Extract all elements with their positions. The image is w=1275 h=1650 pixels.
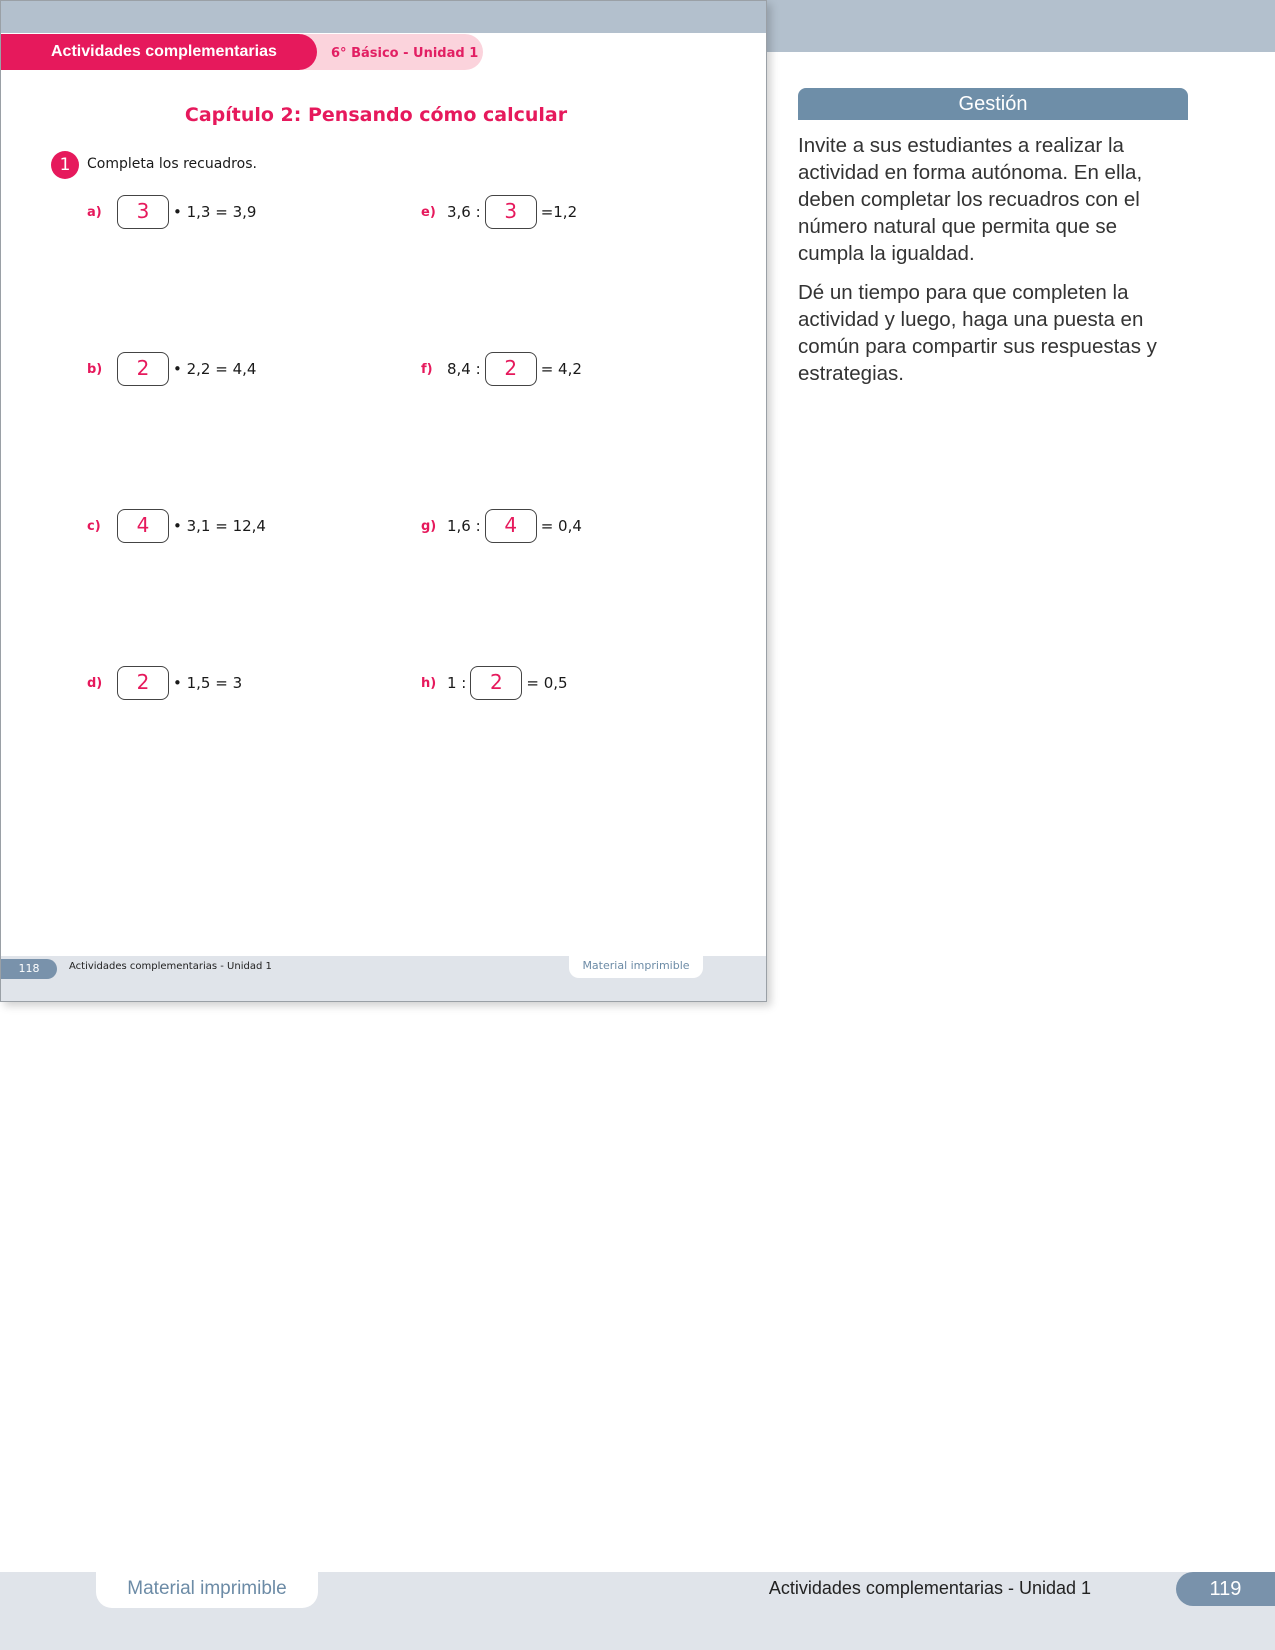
inner-material-tab: Material imprimible [569, 956, 703, 978]
exercise-c [87, 509, 266, 543]
exercise-e [421, 195, 577, 229]
answer-box: 3 [117, 195, 169, 229]
question-instruction: Completa los recuadros. [87, 156, 257, 172]
page-number: 119 [1176, 1572, 1275, 1606]
exercise-expression: • 1,5 = 3 [173, 674, 243, 692]
answer-box: 2 [485, 352, 537, 386]
inner-top-band [1, 1, 767, 33]
exercise-label: g) [421, 518, 437, 534]
gestion-heading: Gestión [798, 88, 1188, 120]
printable-activity-page [0, 0, 767, 1002]
section-tab: Actividades complementarias [1, 34, 317, 70]
gestion-paragraph-1: Invite a sus estudiantes a realizar la actividad en forma autónoma. En ella, deben completar los recuadros con el número natural que permita que se cumpla la igualdad. [798, 134, 1143, 265]
exercise-dividend: 8,4 : [447, 360, 481, 378]
exercise-a [87, 195, 256, 229]
answer-box: 4 [485, 509, 537, 543]
material-imprimible-tab: Material imprimible [96, 1572, 318, 1608]
gestion-text [798, 132, 1158, 399]
grade-unit-tab: 6° Básico - Unidad 1 [301, 34, 483, 70]
exercise-g [421, 509, 582, 543]
inner-footer-text: Actividades complementarias - Unidad 1 [69, 961, 272, 972]
exercise-label: a) [87, 204, 102, 220]
exercise-label: h) [421, 675, 437, 691]
exercise-d [87, 666, 242, 700]
answer-box: 2 [117, 352, 169, 386]
exercise-result: = 4,2 [540, 360, 582, 378]
answer-box: 2 [117, 666, 169, 700]
chapter-title: Capítulo 2: Pensando cómo calcular [184, 104, 568, 126]
exercise-label: e) [421, 204, 436, 220]
exercise-label: f) [421, 361, 433, 377]
answer-box: 2 [470, 666, 522, 700]
exercise-f [421, 352, 582, 386]
footer-text: Actividades complementarias - Unidad 1 [768, 1578, 1091, 1598]
exercise-dividend: 1 : [447, 674, 467, 692]
inner-page-number: 118 [1, 959, 57, 979]
exercise-b [87, 352, 256, 386]
exercise-expression: • 2,2 = 4,4 [173, 360, 257, 378]
answer-box: 4 [117, 509, 169, 543]
exercise-label: c) [87, 518, 101, 534]
exercise-label: b) [87, 361, 103, 377]
question-number-badge: 1 [51, 151, 79, 179]
answer-box: 3 [485, 195, 537, 229]
exercise-result: = 0,5 [526, 674, 568, 692]
exercise-result: =1,2 [540, 203, 578, 221]
exercise-h [421, 666, 568, 700]
exercise-expression: • 3,1 = 12,4 [173, 517, 266, 535]
exercise-label: d) [87, 675, 103, 691]
exercise-dividend: 3,6 : [447, 203, 481, 221]
exercise-dividend: 1,6 : [447, 517, 481, 535]
exercise-expression: • 1,3 = 3,9 [173, 203, 257, 221]
exercise-result: = 0,4 [540, 517, 582, 535]
gestion-paragraph-2: Dé un tiempo para que completen la actividad y luego, haga una puesta en común para compartir sus respuestas y estrategias. [798, 281, 1157, 385]
